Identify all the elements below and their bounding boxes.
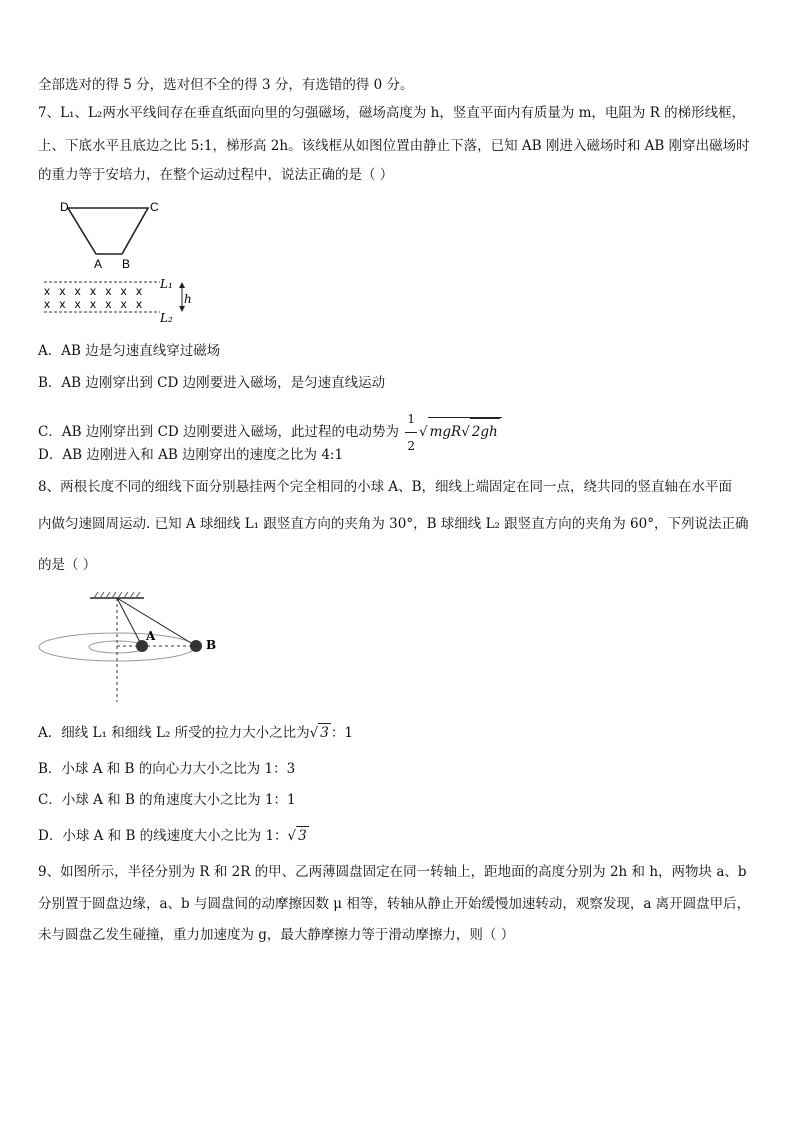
- q8-option-c[interactable]: C．小球 A 和 B 的角速度大小之比为 1：1: [38, 792, 296, 808]
- q8-line-3: 的是（ ）: [38, 557, 97, 573]
- trapezoid-frame: [68, 208, 148, 254]
- field-crosses-row-1: x x x x x x x: [44, 284, 146, 298]
- label-b: B: [122, 257, 131, 271]
- q7-option-c-radical: mgR√ 2gh: [428, 417, 502, 445]
- q7-trapezoid-figure: [38, 192, 198, 327]
- q7-option-b[interactable]: B．AB 边刚穿出到 CD 边刚要进入磁场，是匀速直线运动: [38, 375, 386, 391]
- q8-line-1: 8、两根长度不同的细线下面分别悬挂两个完全相同的小球 A、B，细线上端固定在同一点，绕共同的竖直轴在水平面: [38, 479, 733, 495]
- q8-line-2: 内做匀速圆周运动. 已知 A 球细线 L₁ 跟竖直方向的夹角为 30°，B 球细线 L₂ 跟竖直方向的夹角为 60°，下列说法正确: [38, 516, 749, 532]
- label-ball-a: A: [146, 629, 156, 643]
- q9-line-3: 未与圆盘乙发生碰撞，重力加速度为 g，最大静摩擦力等于滑动摩擦力，则（ ）: [38, 927, 515, 943]
- q8-option-a[interactable]: A．细线 L₁ 和细线 L₂ 所受的拉力大小之比为√ 3 ：1: [38, 725, 353, 741]
- q7-option-c-fraction: $\frac{1}{2}$: [405, 406, 417, 459]
- q7-option-c[interactable]: C．AB 边刚穿出到 CD 边刚要进入磁场，此过程的电动势为 $\frac{1}{2}$ √ mgR√ 2gh: [38, 406, 502, 459]
- label-d: D: [60, 200, 69, 214]
- q7-option-a[interactable]: A．AB 边是匀速直线穿过磁场: [38, 343, 221, 359]
- label-c: C: [150, 200, 159, 214]
- q9-line-1: 9、如图所示，半径分别为 R 和 2R 的甲、乙两薄圆盘固定在同一转轴上，距地面的高度分别为 2h 和 h，两物块 a、b: [38, 864, 747, 880]
- label-a: A: [94, 257, 103, 271]
- string-l2: [117, 598, 196, 646]
- q8-option-a-radical: 3: [320, 725, 329, 741]
- label-ball-b: B: [206, 638, 217, 652]
- q8-conical-pendulum-figure: [36, 590, 236, 705]
- q7-option-d[interactable]: D．AB 边刚进入和 AB 边刚穿出的速度之比为 4:1: [38, 447, 344, 463]
- q7-line-1: 7、L₁、L₂两水平线间存在垂直纸面向里的匀强磁场，磁场高度为 h，竖直平面内有质量为 m，电阻为 R 的梯形线框，: [38, 105, 746, 121]
- q8-option-d-radical: 3: [298, 828, 307, 844]
- label-l2: L₂: [160, 311, 173, 325]
- q7-option-c-text: C．AB 边刚穿出到 CD 边刚要进入磁场，此过程的电动势为: [38, 424, 400, 440]
- ball-b: [190, 640, 202, 652]
- field-crosses-row-2: x x x x x x x: [44, 297, 146, 311]
- q7-line-3: 的重力等于安培力，在整个运动过程中，说法正确的是（ ）: [38, 167, 394, 183]
- intro-text: 全部选对的得 5 分，选对但不全的得 3 分，有选错的得 0 分。: [38, 77, 414, 93]
- label-h: h: [184, 292, 192, 306]
- q9-line-2: 分别置于圆盘边缘，a、b 与圆盘间的动摩擦因数 μ 相等，转轴从静止开始缓慢加速转动，观察发现，a 离开圆盘甲后，: [38, 896, 751, 912]
- q7-line-2: 上、下底水平且底边之比 5:1，梯形高 2h。该线框从如图位置由静止下落，已知 AB 刚进入磁场时和 AB 刚穿出磁场时: [38, 138, 750, 154]
- q8-option-d[interactable]: D．小球 A 和 B 的线速度大小之比为 1：√ 3: [38, 828, 307, 844]
- q8-option-b[interactable]: B．小球 A 和 B 的向心力大小之比为 1：3: [38, 761, 296, 777]
- label-l1: L₁: [160, 277, 173, 291]
